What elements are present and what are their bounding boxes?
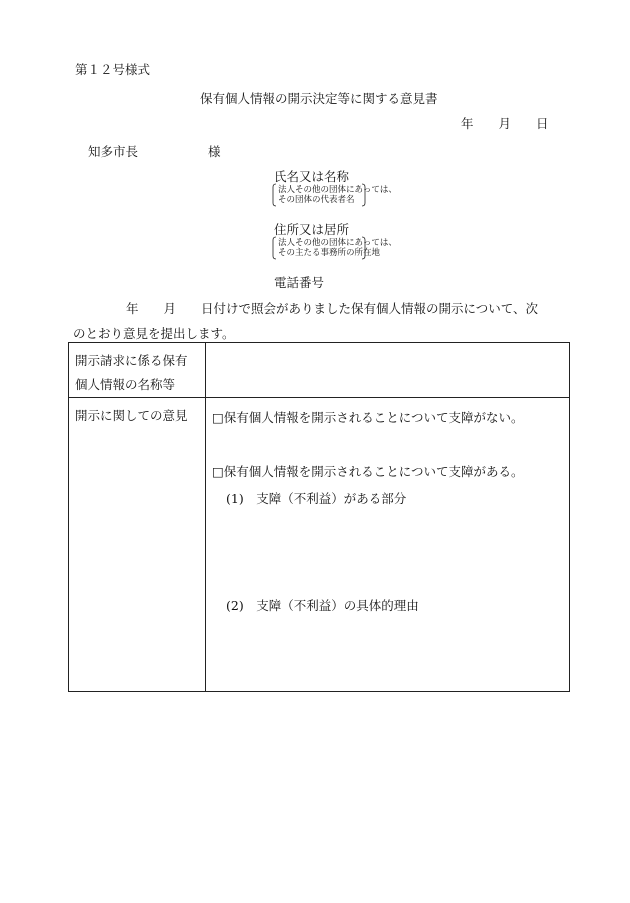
option-no-obstacle[interactable]: □保有個人情報を開示されることについて支障がない。: [212, 410, 524, 425]
table-row: [69, 398, 570, 692]
sub-item-1: (1) 支障（不利益）がある部分: [226, 491, 407, 506]
row2-label-cell: [69, 398, 206, 692]
phone-label: 電話番号: [274, 275, 325, 290]
address-note-line1: 法人その他の団体にあっては、: [278, 238, 397, 248]
opinion-table: [68, 342, 570, 692]
name-note-line2: その団体の代表者名: [278, 195, 355, 205]
honorific: 様: [208, 144, 221, 159]
info-name-field[interactable]: [206, 343, 570, 398]
row1-label-line2: 個人情報の名称等: [75, 377, 176, 392]
address-label: 住所又は居所: [274, 222, 350, 237]
body-line2: のとおり意見を提出します。: [73, 326, 235, 341]
table-row: [69, 343, 570, 398]
addressee: 知多市長: [88, 144, 139, 159]
address-note: [272, 236, 397, 260]
date-line: 年 月 日: [461, 116, 549, 131]
address-note-line2: その主たる事務所の所在地: [278, 248, 381, 258]
opinion-field[interactable]: [206, 398, 570, 692]
name-note: [272, 183, 397, 207]
sub-item-2: (2) 支障（不利益）の具体的理由: [226, 598, 419, 613]
form-number: 第１２号様式: [75, 62, 151, 77]
name-note-line1: 法人その他の団体にあっては、: [278, 185, 397, 195]
row1-label-cell: [69, 343, 206, 398]
name-label: 氏名又は名称: [274, 169, 350, 184]
form-title: 保有個人情報の開示決定等に関する意見書: [200, 91, 438, 106]
body-line1: 年 月 日付けで照会がありました保有個人情報の開示について、次: [126, 301, 539, 316]
row1-label-line1: 開示請求に係る保有: [75, 353, 188, 368]
option-obstacle[interactable]: □保有個人情報を開示されることについて支障がある。: [212, 464, 524, 479]
row2-label: 開示に関しての意見: [75, 408, 188, 423]
